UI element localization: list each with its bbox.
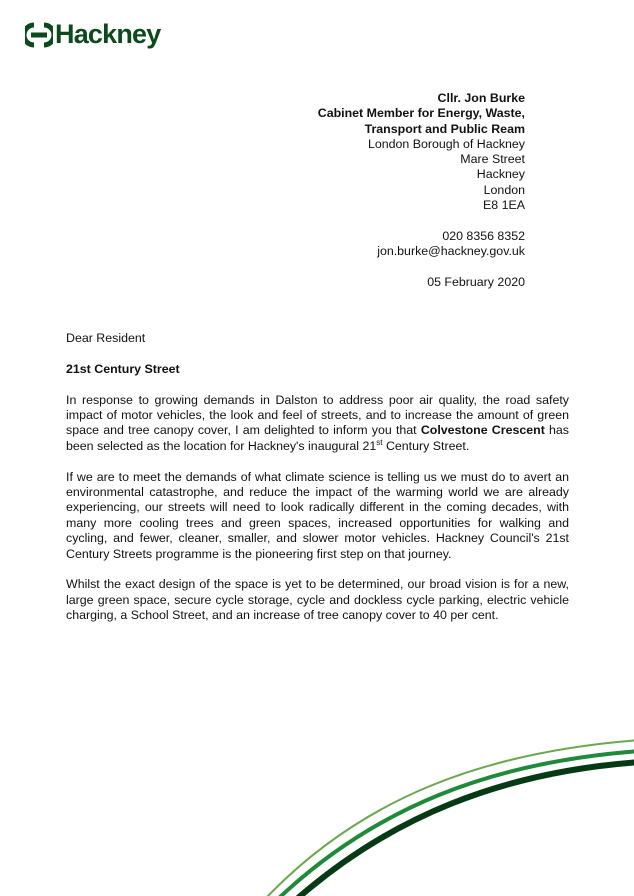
logo-text: Hackney <box>55 19 161 49</box>
sender-street: Mare Street <box>460 152 525 167</box>
p1-text-2: has been selected as the location for Hackney's inaugural 21 <box>66 423 570 453</box>
sender-role: Cabinet Member for Energy, Waste, <box>317 106 525 121</box>
letter-date: 05 February 2020 <box>427 274 525 289</box>
street-name: Colvestone Crescent <box>420 423 545 438</box>
sender-name: Cllr. Jon Burke <box>437 91 525 105</box>
p1-text: In response to growing demands in Dalston to address poor air quality, the road safety impact of motor vehicles, the look and feel of streets, and to increase the amount of green space and tree canopy cover, I am delighted to inform you that <box>66 392 569 438</box>
p1-text-3: Century Street. <box>382 438 470 453</box>
paragraph-3: Whilst the exact design of the space is yet to be determined, our broad vision is for a new, large green space, secure cycle storage, cycle and dockless cycle parking, electric vehicle charging, a School Street, and an increase of tree canopy cover to 40 per cent. <box>66 577 569 623</box>
sender-district: Hackney <box>476 167 525 182</box>
sender-role-2: Transport and Public Ream <box>364 121 525 136</box>
sender-postcode: E8 1EA <box>482 198 525 213</box>
paragraph-2: If we are to meet the demands of what climate science is telling us we must do to avert an environmental catastrophe, and reduce the impact of the warming world we are already experiencing, our streets will need to look radically different in the coming decades, with many more cooling trees and green spaces, increased opportunities for walking and cycling, and fewer, cleaner, smaller, and slower motor vehicles. Hackney Council's 21st Century Streets programme is the pioneering first step on that journey. <box>66 469 569 561</box>
ordinal-suffix: st <box>376 437 383 447</box>
sender-city: London <box>483 182 525 197</box>
swoosh-mid-line <box>279 751 634 896</box>
swoosh-light-line <box>266 740 634 896</box>
sender-phone: 020 8356 8352 <box>442 228 525 243</box>
salutation: Dear Resident <box>66 331 146 345</box>
sender-email[interactable]: jon.burke@hackney.gov.uk <box>377 243 525 258</box>
sender-org: London Borough of Hackney <box>367 136 525 151</box>
letter-heading: 21st Century Street <box>66 361 180 376</box>
